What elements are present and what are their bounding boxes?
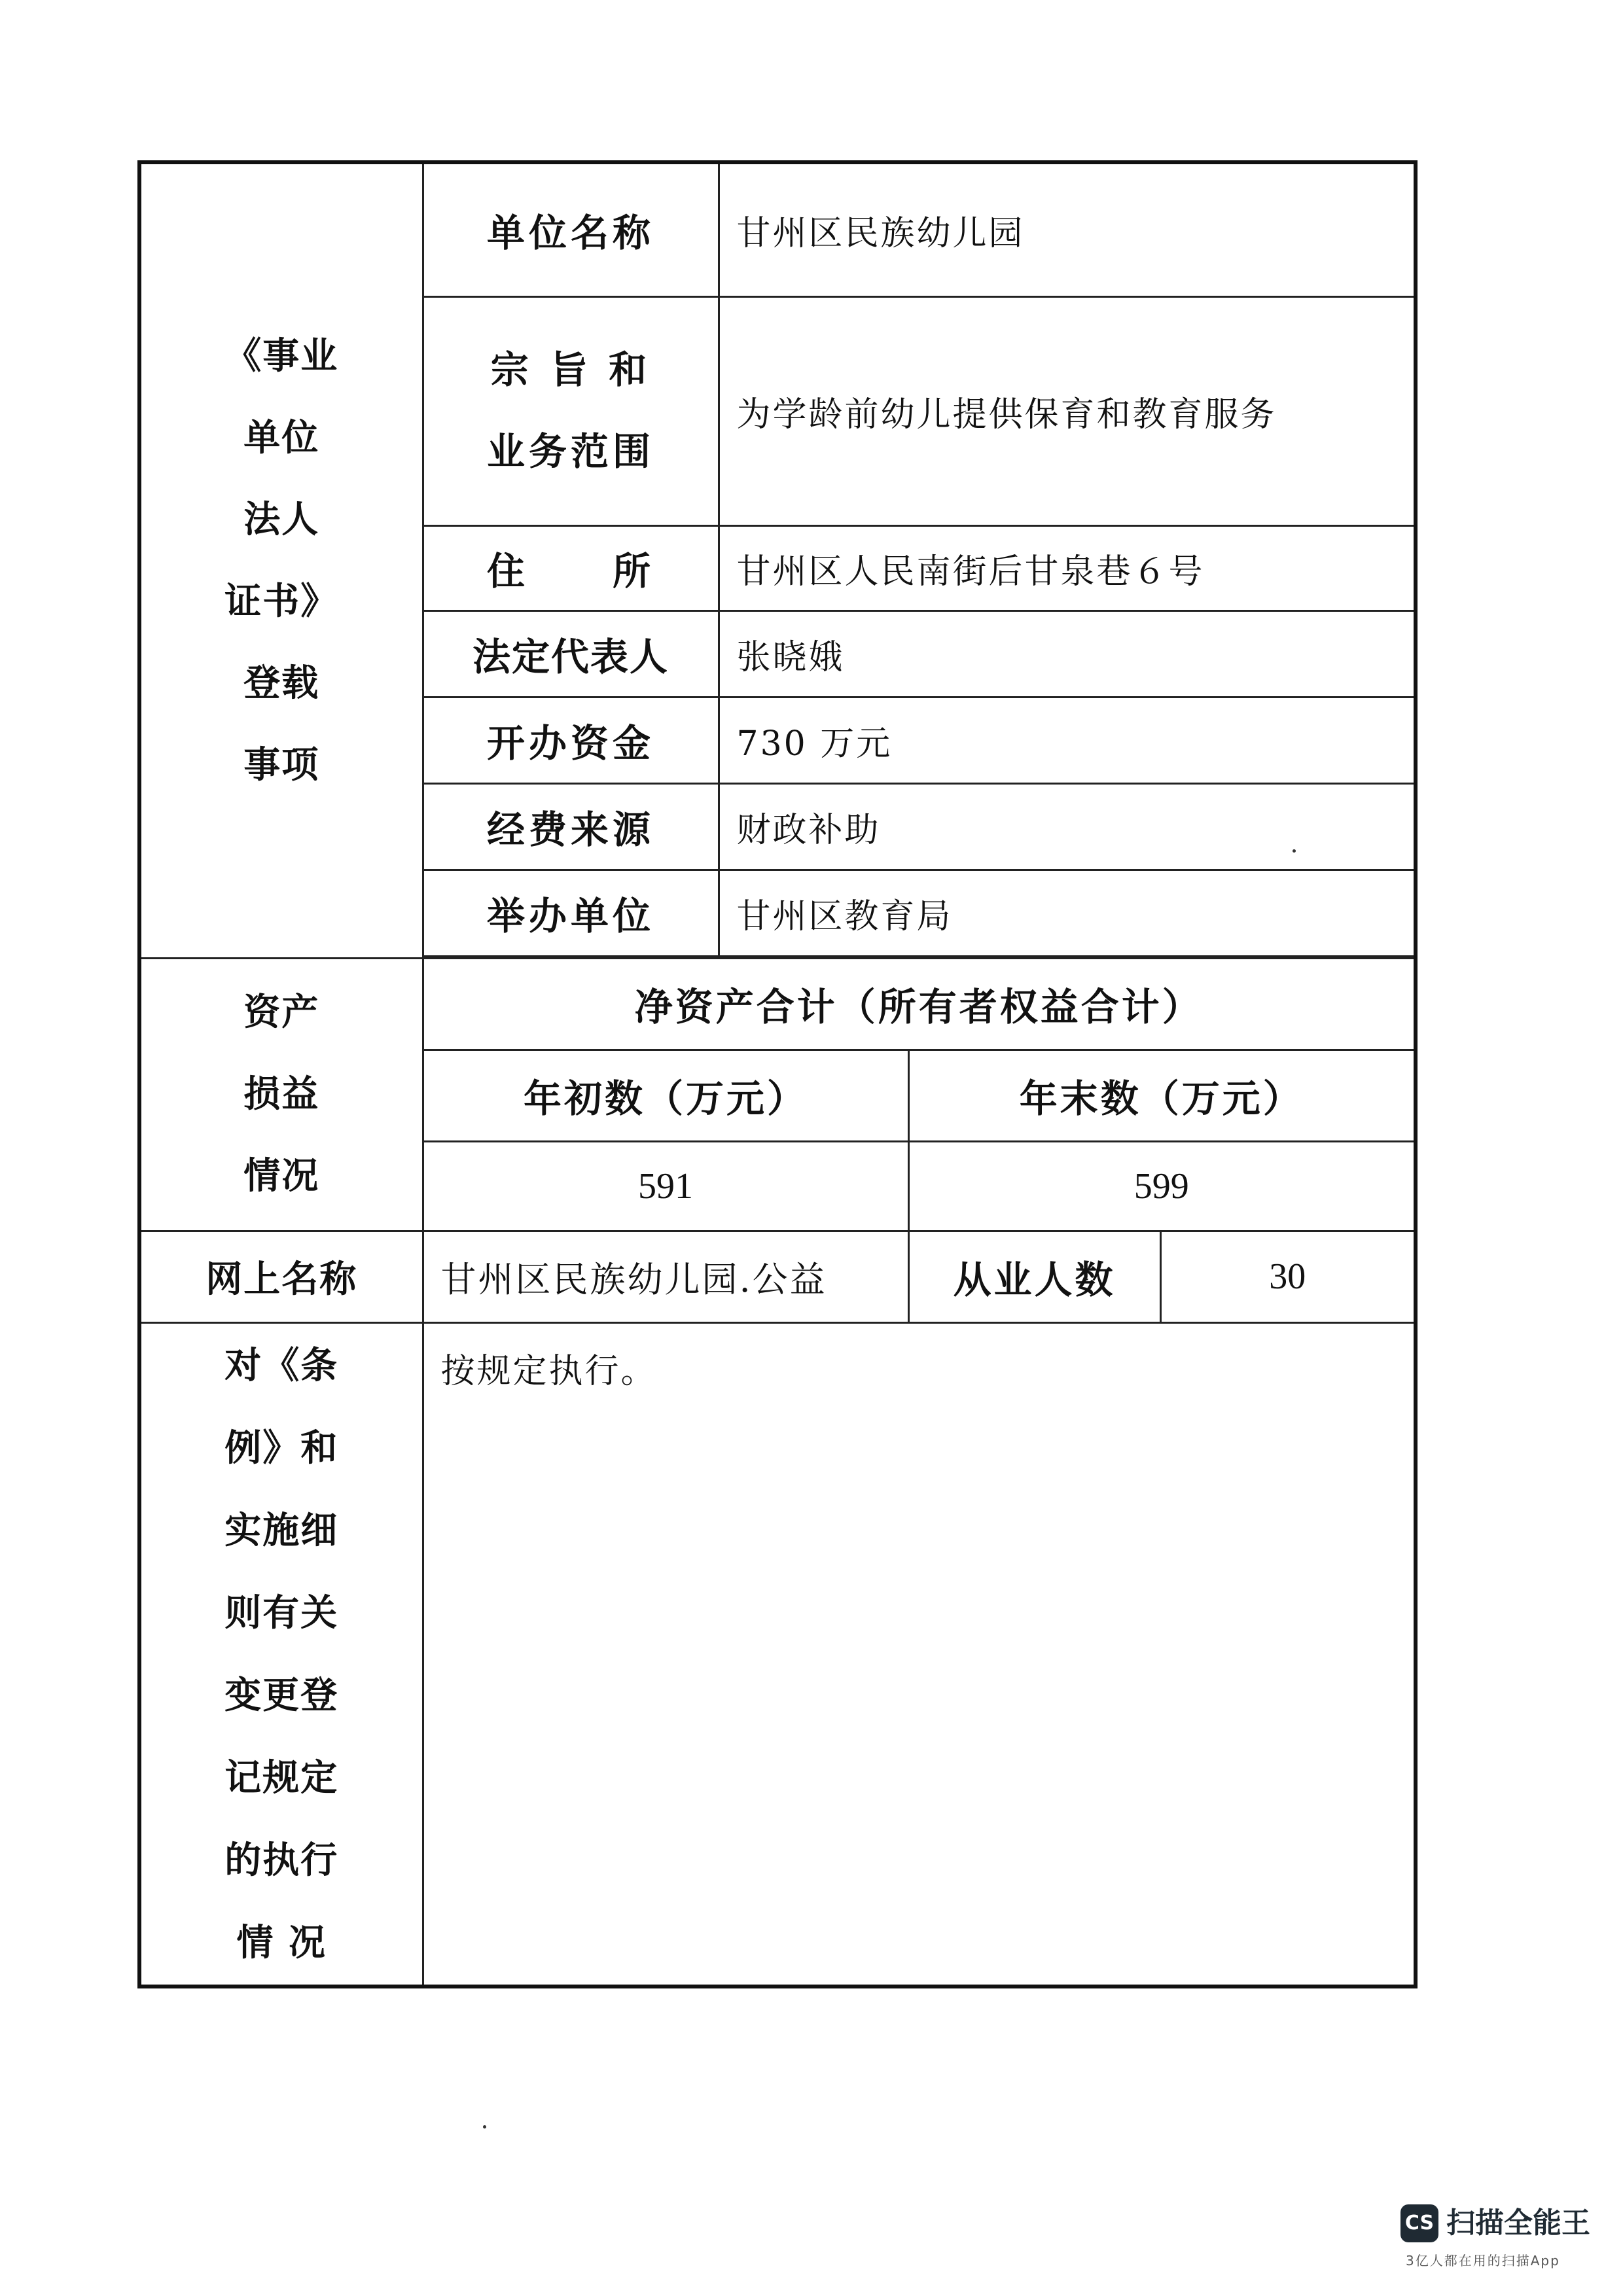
watermark-brand-name: 扫描全能王	[1446, 2206, 1590, 2240]
legal-rep-value: 张晓娥	[719, 610, 1416, 697]
certificate-label-line: 证书》	[224, 579, 339, 623]
year-end-label: 年末数（万元）	[908, 1050, 1416, 1141]
assets-label-line: 资产	[243, 991, 320, 1034]
execution-value: 按规定执行。	[423, 1322, 1416, 1987]
execution-label-line: 例》和	[224, 1426, 339, 1470]
execution-label-line: 则有关	[224, 1591, 339, 1634]
report-form	[137, 160, 1414, 1989]
execution-row	[139, 1322, 1416, 1987]
year-begin-value: 591	[423, 1141, 908, 1231]
purpose-label-line: 宗 旨 和	[490, 347, 651, 392]
purpose-label	[423, 296, 719, 525]
camscanner-logo-icon: CS	[1400, 2204, 1438, 2242]
online-row	[139, 1231, 1416, 1322]
purpose-label-line: 业务范围	[486, 429, 654, 474]
certificate-label-line: 《事业	[224, 334, 339, 378]
unit-name-label: 单位名称	[423, 162, 719, 296]
certificate-section-label	[139, 162, 423, 958]
staff-count-label: 从业人数	[908, 1231, 1160, 1322]
online-name-label: 网上名称	[139, 1231, 423, 1322]
assets-section-label	[139, 958, 423, 1231]
year-end-value: 599	[908, 1141, 1416, 1231]
sponsor-value: 甘州区教育局	[719, 870, 1416, 956]
scan-speck	[483, 2125, 486, 2128]
execution-label-line: 情 况	[236, 1920, 327, 1964]
funding-value: 财政补助	[719, 783, 1416, 870]
execution-label-line: 变更登	[224, 1673, 339, 1717]
watermark-tagline: 3亿人都在用的扫描App	[1406, 2253, 1560, 2269]
unit-name-value: 甘州区民族幼儿园	[719, 162, 1416, 296]
scan-speck	[1293, 849, 1296, 853]
assets-label-line: 情况	[243, 1154, 320, 1197]
execution-label-line: 实施细	[224, 1508, 339, 1552]
sponsor-label: 举办单位	[423, 870, 719, 956]
purpose-value: 为学龄前幼儿提供保育和教育服务	[719, 296, 1416, 525]
execution-label-line: 的执行	[224, 1838, 339, 1882]
net-assets-header: 净资产合计（所有者权益合计）	[423, 958, 1416, 1050]
year-begin-label: 年初数（万元）	[423, 1050, 908, 1141]
funding-label: 经费来源	[423, 783, 719, 870]
staff-count-value: 30	[1160, 1231, 1416, 1322]
assets-label-line: 损益	[243, 1072, 320, 1116]
certificate-label-line: 法人	[243, 497, 320, 541]
legal-rep-label: 法定代表人	[423, 610, 719, 697]
assets-header-row	[139, 958, 1416, 1050]
address-value: 甘州区人民南街后甘泉巷６号	[719, 525, 1416, 610]
online-name-value: 甘州区民族幼儿园.公益	[423, 1231, 908, 1322]
certificate-label-line: 事项	[243, 743, 320, 786]
certificate-label-line: 登载	[243, 661, 320, 705]
execution-label-line: 对《条	[224, 1343, 339, 1387]
capital-label: 开办资金	[423, 697, 719, 783]
registration-table	[137, 160, 1418, 1988]
certificate-label-line: 单位	[243, 415, 320, 459]
capital-value: 730 万元	[719, 697, 1416, 783]
scanner-watermark	[1400, 2199, 1597, 2271]
unit-name-row	[139, 162, 1416, 296]
execution-label-line: 记规定	[224, 1756, 339, 1799]
execution-section-label	[139, 1322, 423, 1987]
address-label: 住 所	[423, 525, 719, 610]
